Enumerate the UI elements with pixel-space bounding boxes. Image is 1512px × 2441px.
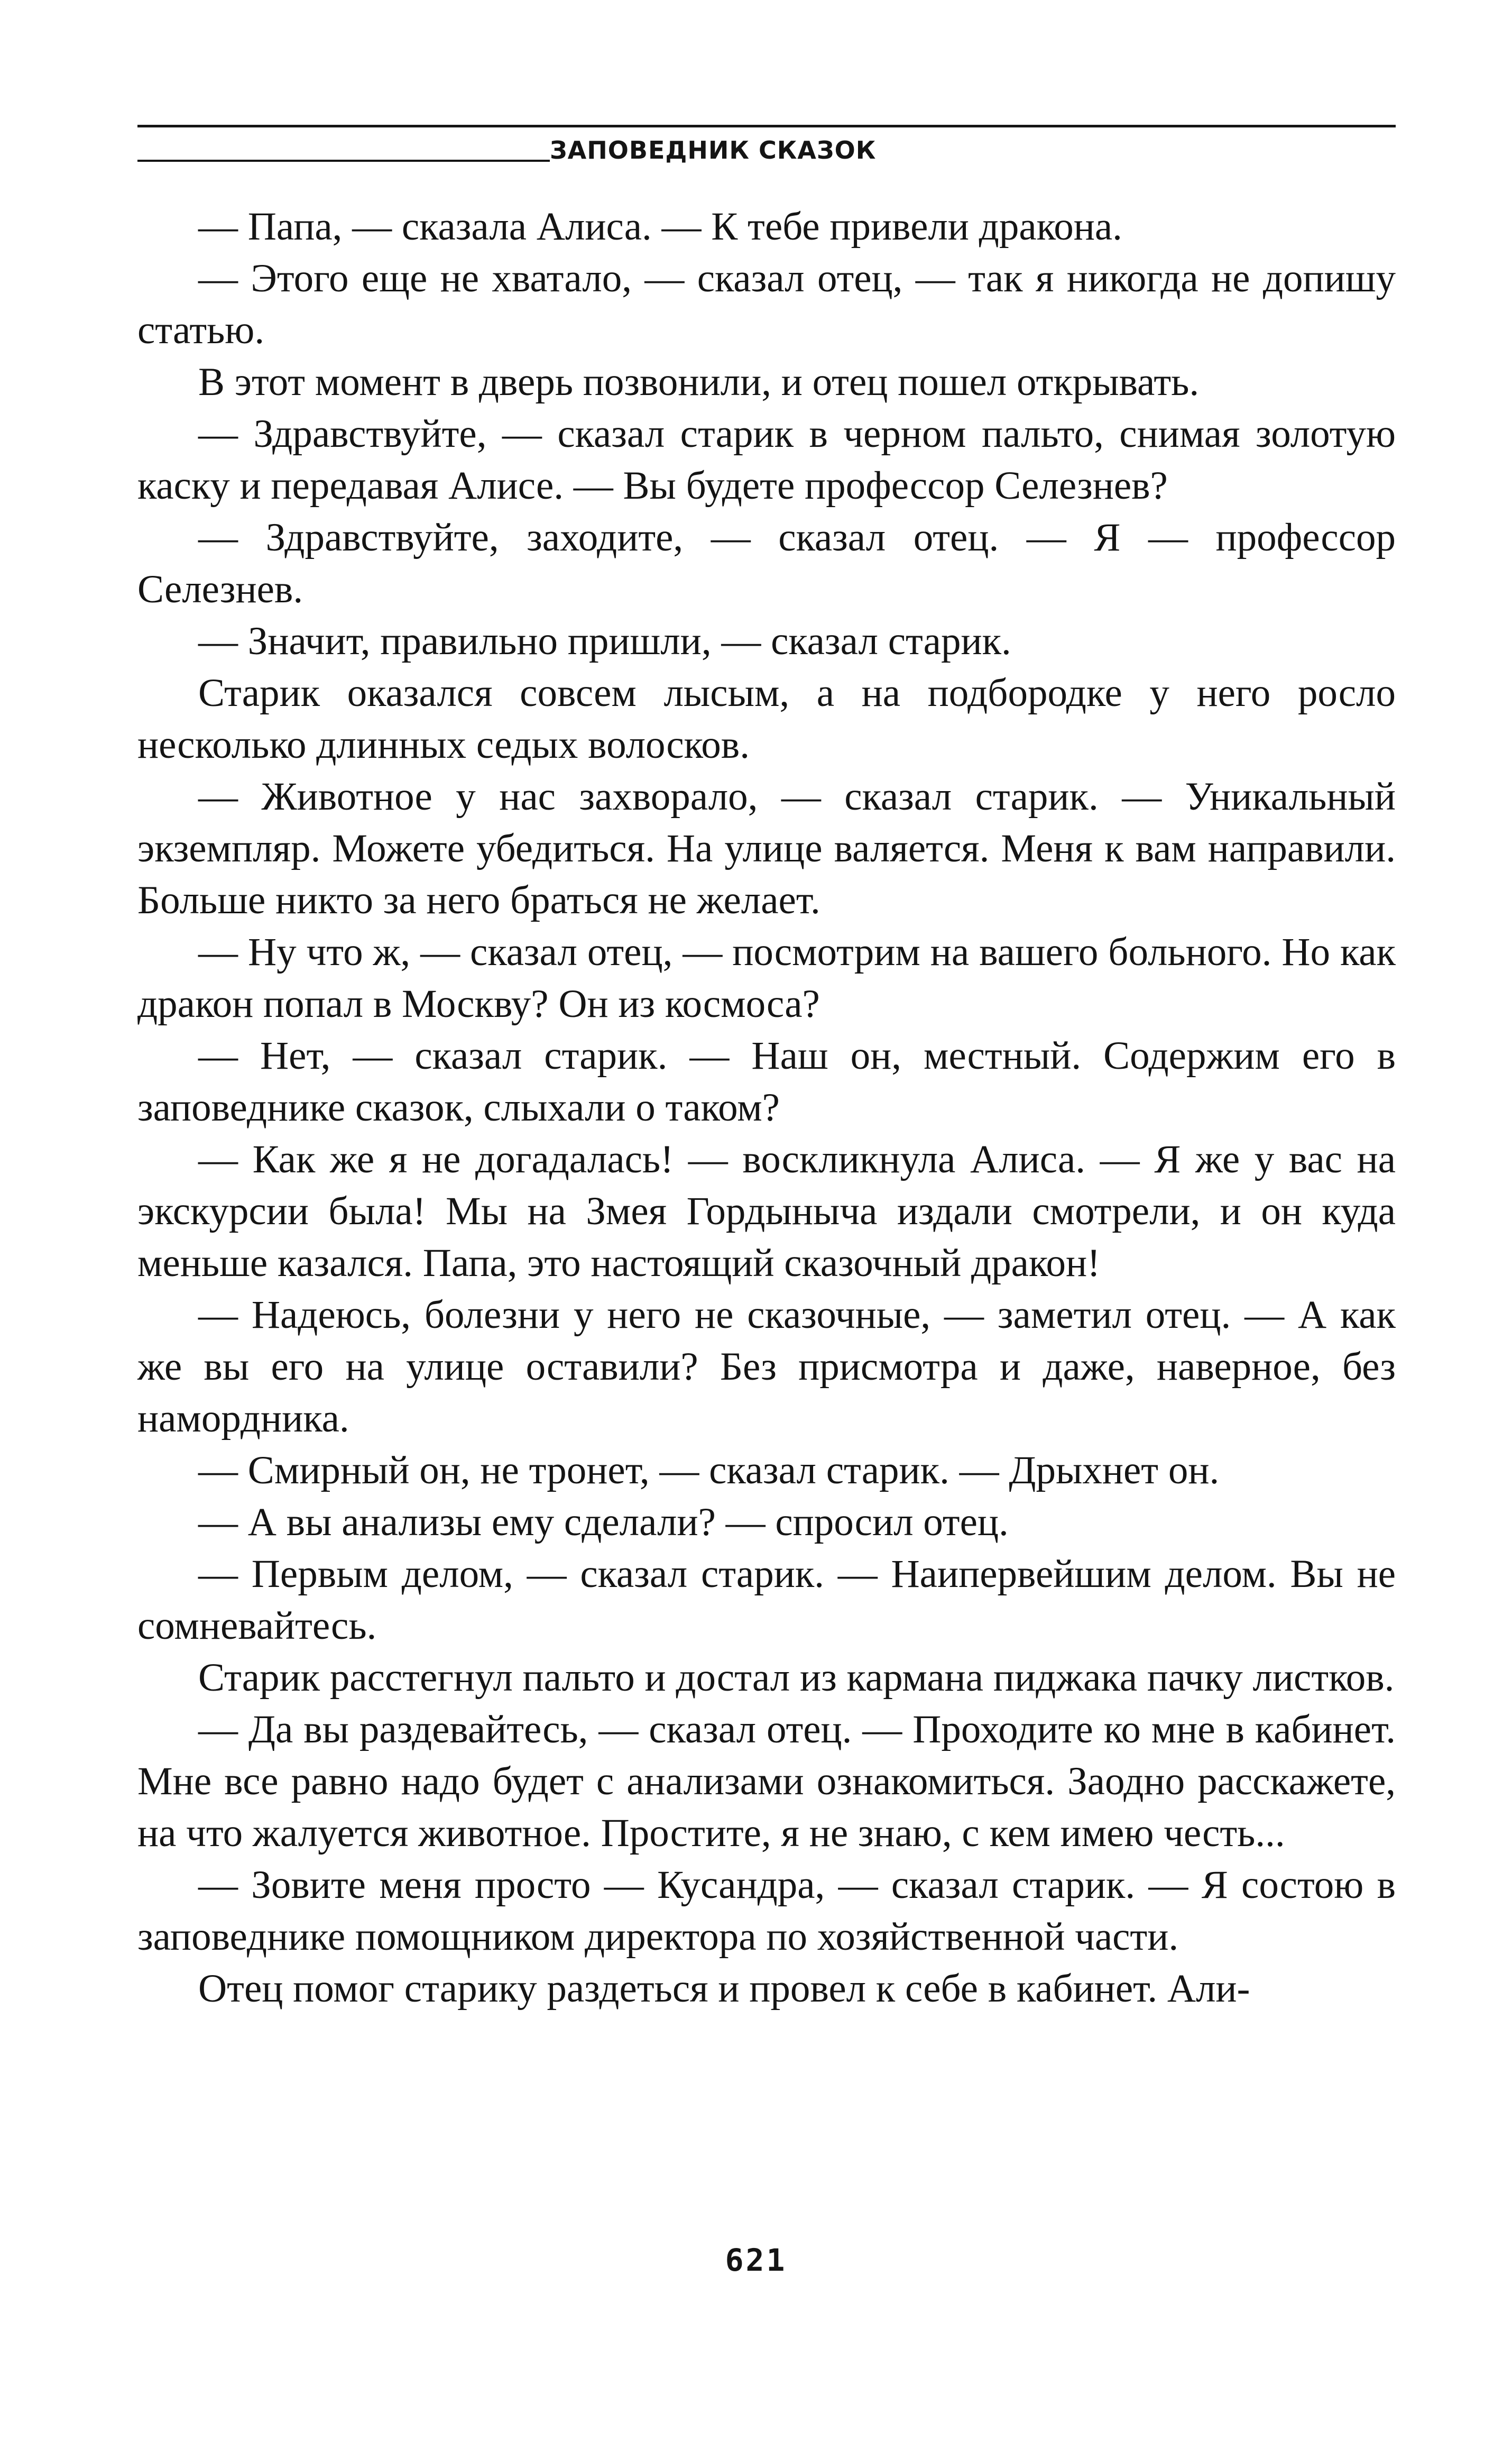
paragraph: — А вы анализы ему сделали? — спросил отец. — [198, 1500, 1009, 1544]
paragraph: — Папа, — сказала Алиса. — К тебе привели дракона. — [198, 205, 1122, 249]
body-text — [137, 201, 1396, 2015]
header-top-rule — [137, 125, 1396, 127]
paragraph: — Ну что ж, — сказал отец, — посмотрим на вашего больного. Но как дракон попал в Москву? Он из космоса? — [137, 930, 1396, 1026]
paragraph: — Здравствуйте, заходите, — сказал отец. — Я — профессор Селезнев. — [137, 516, 1396, 611]
paragraph: Старик оказался совсем лысым, а на подбородке у него росло несколько длинных седых волосков. — [137, 671, 1396, 767]
paragraph: — Нет, — сказал старик. — Наш он, местный. Содержим его в заповеднике сказок, слыхали о таком? — [137, 1034, 1396, 1130]
paragraph: — Первым делом, — сказал старик. — Наипервейшим делом. Вы не сомневайтесь. — [137, 1552, 1396, 1648]
paragraph: — Как же я не догадалась! — воскликнула Алиса. — Я же у вас на экскурсии была! Мы на Змея Гордыныча издали смотрели, и он куда меньше казался. Папа, это настоящий сказочный дракон! — [137, 1137, 1396, 1285]
paragraph: — Смирный он, не тронет, — сказал старик. — Дрыхнет он. — [198, 1448, 1220, 1492]
paragraph: — Надеюсь, болезни у него не сказочные, — заметил отец. — А как же вы его на улице оставили? Без присмотра и даже, наверное, без намордника. — [137, 1293, 1396, 1440]
running-head-title: ЗАПОВЕДНИК СКАЗОК — [550, 136, 877, 164]
paragraph: Старик расстегнул пальто и достал из кармана пиджака пачку листков. — [198, 1656, 1395, 1700]
paragraph: — Этого еще не хватало, — сказал отец, — так я никогда не допишу статью. — [137, 256, 1396, 352]
paragraph: — Значит, правильно пришли, — сказал старик. — [198, 619, 1011, 663]
header-title-rule — [137, 160, 550, 162]
paragraph: — Зовите меня просто — Кусандра, — сказал старик. — Я состою в заповеднике помощником директора по хозяйственной части. — [137, 1863, 1396, 1959]
book-page — [137, 125, 1396, 2015]
paragraph: В этот момент в дверь позвонили, и отец пошел открывать. — [198, 360, 1200, 404]
paragraph: — Животное у нас захворало, — сказал старик. — Уникальный экземпляр. Можете убедиться. На улице валяется. Меня к вам направили. Больше никто за него браться не желает. — [137, 775, 1396, 922]
paragraph: — Да вы раздевайтесь, — сказал отец. — Проходите ко мне в кабинет. Мне все равно надо будет с анализами ознакомиться. Заодно расскажете, на что жалуется животное. Простите, я не знаю, с кем имею честь... — [137, 1708, 1396, 1855]
page-number: 621 — [725, 2242, 787, 2278]
running-head — [137, 125, 1396, 170]
paragraph: Отец помог старику раздеться и провел к себе в кабинет. Али- — [198, 1967, 1250, 2011]
paragraph: — Здравствуйте, — сказал старик в черном пальто, снимая золотую каску и передавая Алисе. — Вы будете профессор Селезнев? — [137, 412, 1396, 508]
